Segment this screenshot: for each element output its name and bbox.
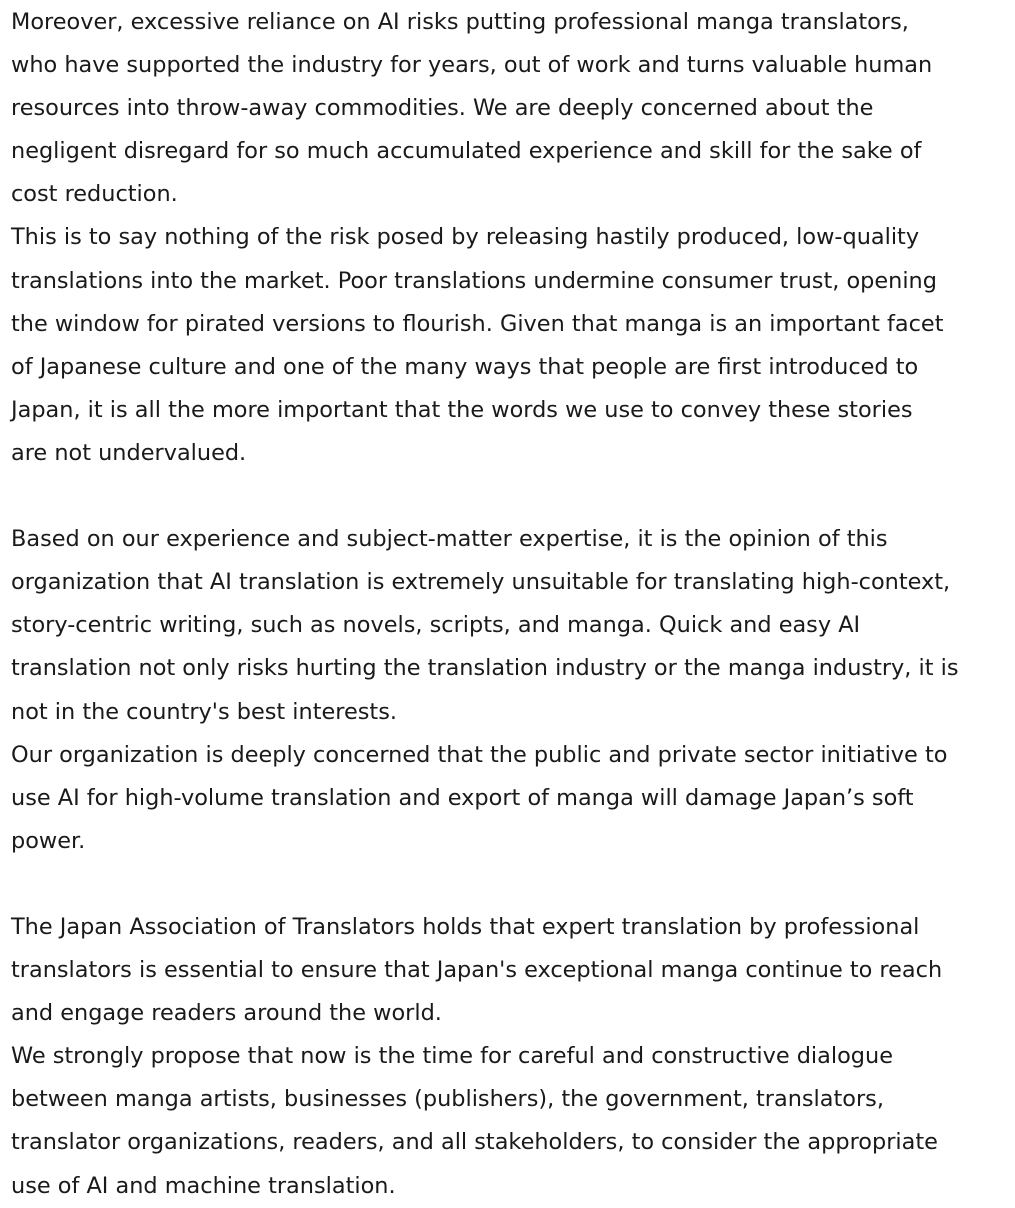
text-line: who have supported the industry for years, out of work and turns valuable human	[11, 52, 933, 79]
text-line: are not undervalued.	[11, 439, 247, 466]
text-line: use AI for high-volume translation and export of manga will damage Japan’s soft	[11, 784, 914, 811]
text-line: Moreover, excessive reliance on AI risks putting professional manga translators,	[11, 9, 909, 35]
text-line: This is to say nothing of the risk posed by releasing hastily produced, low-quality	[11, 224, 920, 251]
text-line: The Japan Association of Translators holds that expert translation by professional	[11, 913, 920, 940]
paragraph-gap	[11, 863, 1015, 906]
text-line: power.	[11, 827, 86, 854]
text-line: use of AI and machine translation.	[11, 1172, 396, 1199]
text-line: negligent disregard for so much accumulated experience and skill for the sake of	[11, 138, 922, 165]
text-line: Based on our experience and subject-matter expertise, it is the opinion of this	[11, 526, 888, 553]
text-line: of Japanese culture and one of the many ways that people are first introduced to	[11, 353, 919, 380]
text-line: story-centric writing, such as novels, scripts, and manga. Quick and easy AI	[11, 612, 861, 639]
text-line: and engage readers around the world.	[11, 1000, 442, 1027]
text-line: not in the country's best interests.	[11, 698, 397, 725]
text-line: We strongly propose that now is the time for careful and constructive dialogue	[11, 1043, 893, 1070]
text-line: translation not only risks hurting the translation industry or the manga industry, it is	[11, 655, 959, 682]
text-line: between manga artists, businesses (publishers), the government, translators,	[11, 1086, 884, 1113]
text-line: the window for pirated versions to flourish. Given that manga is an important facet	[11, 310, 944, 337]
paragraph-gap	[11, 475, 1015, 518]
text-line: resources into throw-away commodities. We are deeply concerned about the	[11, 95, 874, 122]
text-line: Japan, it is all the more important that the words we use to convey these stories	[11, 396, 913, 423]
text-line: cost reduction.	[11, 181, 178, 208]
text-line: translations into the market. Poor translations undermine consumer trust, opening	[11, 267, 937, 294]
text-line: Our organization is deeply concerned that the public and private sector initiative to	[11, 741, 948, 768]
text-line: translators is essential to ensure that Japan's exceptional manga continue to reach	[11, 957, 943, 984]
text-line: translator organizations, readers, and all stakeholders, to consider the appropriate	[11, 1129, 938, 1156]
text-line: organization that AI translation is extremely unsuitable for translating high-context,	[11, 569, 951, 596]
